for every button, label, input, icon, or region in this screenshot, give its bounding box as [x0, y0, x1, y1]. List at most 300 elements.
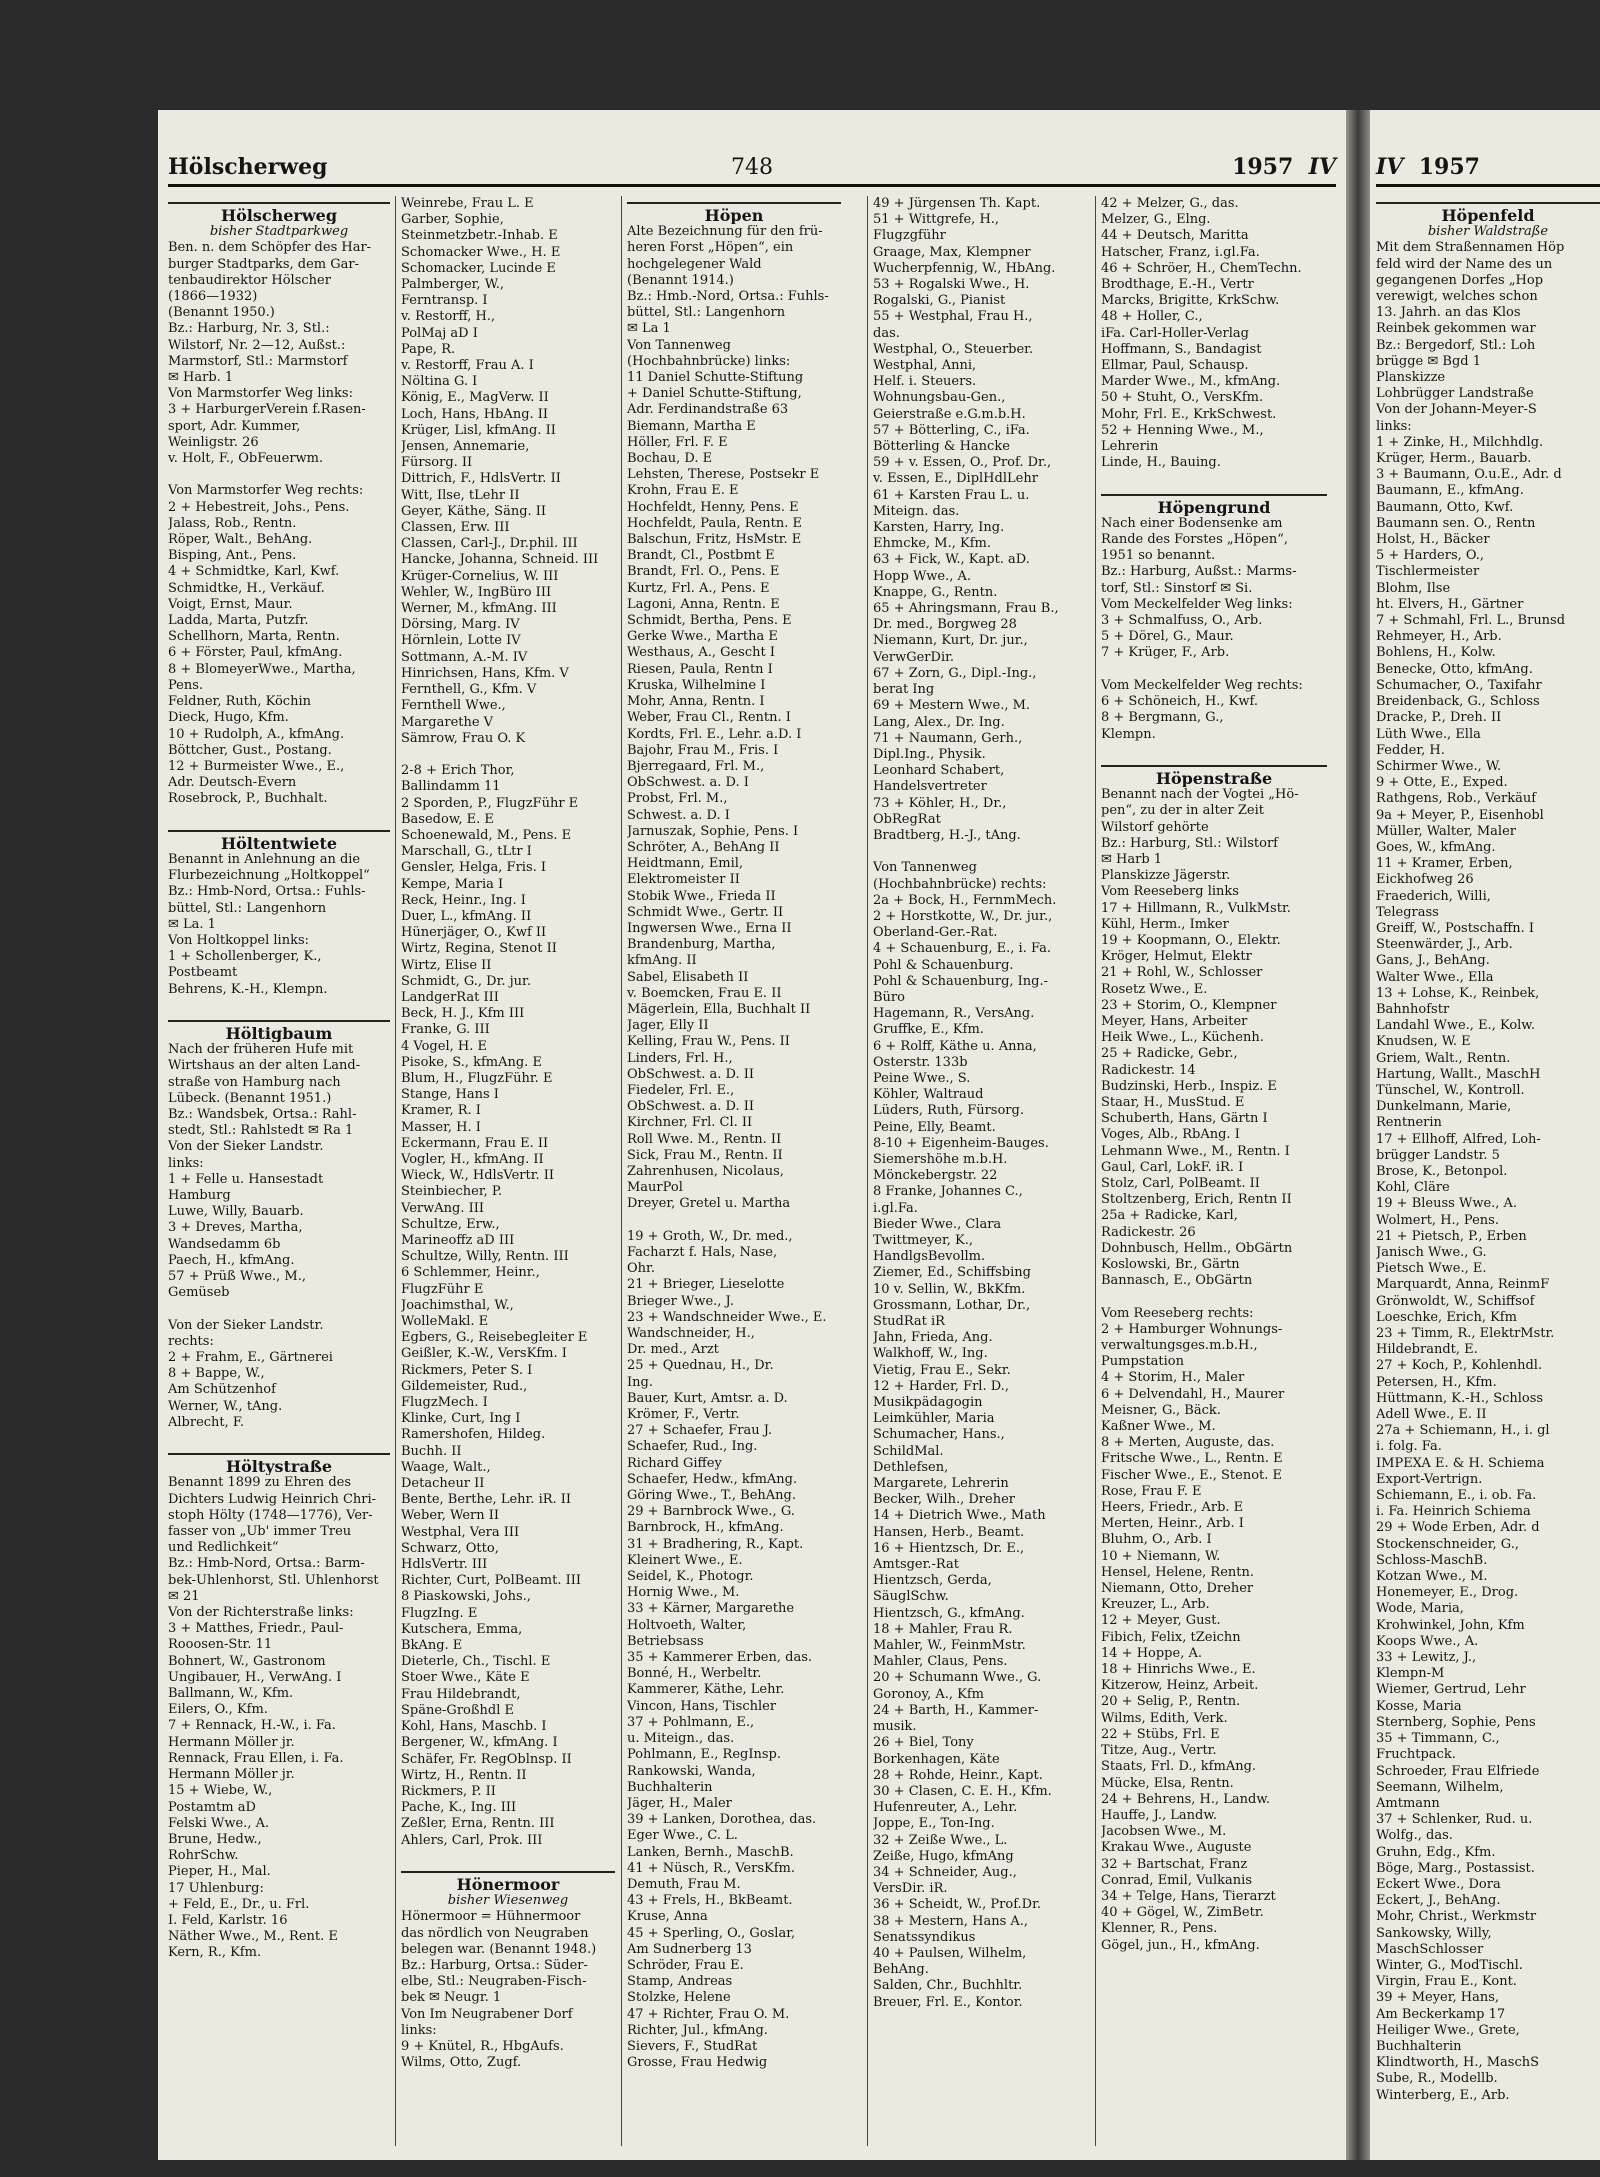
directory-line: Bz.: Hmb-Nord, Ortsa.: Barm-	[168, 1556, 365, 1572]
directory-line: belegen war. (Benannt 1948.)	[401, 1941, 597, 1957]
directory-line: (Benannt 1914.)	[627, 272, 734, 288]
directory-line: Feldner, Ruth, Köchin	[168, 694, 311, 710]
directory-line: Export-Vertrign.	[1376, 1471, 1483, 1487]
directory-line: ObSchwest. a. D. II	[627, 1099, 755, 1115]
directory-line: Oberland-Ger.-Rat.	[873, 925, 998, 941]
directory-line: 39 + Meyer, Hans,	[1376, 1990, 1500, 2006]
directory-line: Schröter, A., BehAng II	[627, 839, 780, 855]
directory-line: Sternberg, Sophie, Pens	[1376, 1714, 1536, 1730]
directory-line: SchildMal.	[873, 1443, 944, 1459]
directory-line: Wilstorf gehörte	[1101, 819, 1209, 835]
directory-line: Ahlers, Carl, Prok. III	[401, 1832, 543, 1848]
directory-line	[168, 467, 390, 483]
directory-line: 71 + Naumann, Gerh.,	[873, 730, 1023, 746]
directory-line: Köhler, Waltraud	[873, 1087, 984, 1103]
directory-line: Fedder, H.	[1376, 742, 1445, 758]
directory-line: 34 + Telge, Hans, Tierarzt	[1101, 1888, 1276, 1904]
directory-line: Krohn, Frau E. E	[627, 483, 739, 499]
column-3	[627, 196, 841, 2146]
directory-line: Alte Bezeichnung für den frü-	[627, 224, 823, 240]
directory-line: Lübeck. (Benannt 1951.)	[168, 1090, 332, 1106]
directory-line: Von Tannenweg	[873, 860, 977, 876]
directory-line: Pietsch Wwe., E.	[1376, 1261, 1487, 1277]
directory-line: Schmidt, Bertha, Pens. E	[627, 613, 792, 629]
directory-line: Budzinski, Herb., Inspiz. E	[1101, 1078, 1277, 1094]
directory-line: Garber, Sophie,	[401, 212, 504, 228]
directory-line: Conrad, Emil, Vulkanis	[1101, 1872, 1253, 1888]
directory-line: Wirtshaus an der alten Land-	[168, 1058, 361, 1074]
directory-line: Peine, Elly, Beamt.	[873, 1119, 996, 1135]
directory-line: 23 + Timm, R., ElektrMstr.	[1376, 1326, 1555, 1342]
directory-line: Hufenreuter, A., Lehr.	[873, 1800, 1018, 1816]
directory-line: ✉ Harb. 1	[168, 370, 234, 386]
directory-line: BkAng. E	[401, 1638, 463, 1654]
directory-line: Luwe, Willy, Bauarb.	[168, 1204, 304, 1220]
directory-line: FlugzFühr E	[401, 1281, 484, 1297]
directory-line: Fernthell, G., Kfm. V	[401, 682, 537, 698]
directory-line: 23 + Wandschneider Wwe., E.	[627, 1309, 827, 1325]
directory-line: Lüth Wwe., Ella	[1376, 726, 1481, 742]
directory-line: Holst, H., Bäcker	[1376, 532, 1490, 548]
directory-line: Schröder, Frau E.	[627, 1957, 744, 1973]
directory-line: Rennack, Frau Ellen, i. Fa.	[168, 1750, 344, 1766]
directory-line: 9 + Knütel, R., HbgAufs.	[401, 2038, 564, 2054]
directory-line: Witt, Ilse, tLehr II	[401, 487, 520, 503]
directory-line: Böge, Marg., Postassist.	[1376, 1860, 1535, 1876]
directory-line: 7 + Krüger, F., Arb.	[1101, 645, 1230, 661]
directory-line	[873, 844, 1091, 860]
directory-line: Hatscher, Franz, i.gl.Fa.	[1101, 244, 1260, 260]
directory-line: Kempe, Maria I	[401, 876, 504, 892]
directory-line: 50 + Stuht, O., VersKfm.	[1101, 390, 1264, 406]
directory-line: Schultze, Erw.,	[401, 1216, 500, 1232]
directory-line: Klempn.	[1101, 726, 1156, 742]
directory-line: Kaßner Wwe., M.	[1101, 1419, 1216, 1435]
directory-line: 28 + Rohde, Heinr., Kapt.	[873, 1767, 1043, 1783]
directory-line: Am Sudnerberg 13	[627, 1941, 752, 1957]
directory-line: BehAng.	[873, 1962, 929, 1978]
directory-line: 23 + Storim, O., Klempner	[1101, 997, 1277, 1013]
directory-line: Hoffmann, S., Bandagist	[1101, 341, 1262, 357]
directory-line: Brieger Wwe., J.	[627, 1293, 734, 1309]
directory-line: (Benannt 1950.)	[168, 305, 275, 321]
directory-line: Gensler, Helga, Fris. I	[401, 860, 547, 876]
directory-line: Schomacker, Lucinde E	[401, 260, 556, 276]
directory-line: Steenwärder, J., Arb.	[1376, 937, 1513, 953]
directory-line: Hönermoor = Hühnermoor	[401, 1909, 581, 1925]
directory-line: Classen, Carl-J., Dr.phil. III	[401, 536, 578, 552]
directory-line: Büro	[873, 989, 905, 1005]
directory-line: 40 + Paulsen, Wilhelm,	[873, 1945, 1027, 1961]
directory-line: Vietig, Frau E., Sekr.	[873, 1362, 1011, 1378]
directory-line: Stobik Wwe., Frieda II	[627, 888, 776, 904]
directory-line: Hünerjäger, O., Kwf II	[401, 925, 547, 941]
directory-line: Brune, Hedw.,	[168, 1831, 262, 1847]
directory-line: Ellmar, Paul, Schausp.	[1101, 358, 1249, 374]
directory-line: kfmAng. II	[627, 953, 697, 969]
directory-line: Kröger, Helmut, Elektr	[1101, 949, 1252, 965]
directory-line: Stockenschneider, G.,	[1376, 1536, 1519, 1552]
directory-line: 18 + Mahler, Frau R.	[873, 1621, 1013, 1637]
directory-line: das nördlich von Neugraben	[401, 1925, 589, 1941]
directory-line: Bluhm, O., Arb. I	[1101, 1532, 1212, 1548]
right-page-header: IV 1957	[1376, 154, 1600, 187]
former-name: bisher Wiesenweg	[447, 1893, 569, 1909]
directory-line: Marquardt, Anna, ReinmF	[1376, 1277, 1550, 1293]
directory-line: Pohl & Schauenburg.	[873, 957, 1014, 973]
directory-line: Radickestr. 26	[1101, 1224, 1196, 1240]
directory-line: + Feld, E., Dr., u. Frl.	[168, 1896, 310, 1912]
directory-line: stoph Hölty (1748—1776), Ver-	[168, 1507, 373, 1523]
directory-line: Riesen, Paula, Rentn I	[627, 661, 773, 677]
directory-line: Merten, Heinr., Arb. I	[1101, 1516, 1244, 1532]
directory-line: Schwarz, Otto,	[401, 1540, 499, 1556]
directory-line: SäuglSchw.	[873, 1589, 949, 1605]
directory-line: Dörsing, Marg. IV	[401, 617, 520, 633]
directory-line: Lagoni, Anna, Rentn. E	[627, 596, 780, 612]
directory-line: Lang, Alex., Dr. Ing.	[873, 714, 1005, 730]
directory-line: Koslowski, Br., Gärtn	[1101, 1257, 1240, 1272]
directory-line: 7 + Rennack, H.-W., i. Fa.	[168, 1718, 336, 1734]
directory-line: 34 + Schneider, Aug.,	[873, 1864, 1017, 1880]
directory-line: Wiemer, Gertrud, Lehr	[1376, 1682, 1526, 1698]
directory-line: 2 Sporden, P., FlugzFühr E	[401, 795, 579, 811]
directory-line: Hüttmann, K.-H., Schloss	[1376, 1390, 1544, 1406]
directory-line: ObSchwest. a. D. I	[627, 775, 749, 791]
directory-line: Koops Wwe., A.	[1376, 1633, 1479, 1649]
directory-line: Hientzsch, Gerda,	[873, 1573, 992, 1589]
street-heading: Höltystraße	[168, 1453, 390, 1475]
directory-line: Westphal, Anni,	[873, 358, 977, 374]
running-title: Hölscherweg	[168, 154, 328, 180]
directory-line: Marcks, Brigitte, KrkSchw.	[1101, 293, 1280, 309]
directory-line: Albrecht, F.	[168, 1414, 245, 1430]
directory-line: Kordts, Frl. E., Lehr. a.D. I	[627, 726, 802, 742]
directory-line: 17 Uhlenburg:	[168, 1880, 264, 1896]
directory-line: Greiff, W., Postschaffn. I	[1376, 920, 1534, 936]
directory-line: Bochau, D. E	[627, 451, 713, 467]
directory-line: 67 + Zorn, G., Dipl.-Ing.,	[873, 665, 1037, 681]
directory-line: 35 + Kammerer Erben, das.	[627, 1650, 812, 1666]
directory-line: Pieper, H., Mal.	[168, 1864, 271, 1880]
directory-line: 14 + Dietrich Wwe., Math	[873, 1508, 1046, 1524]
directory-line: Lohbrügger Landstraße	[1376, 386, 1534, 402]
directory-line: Ferntransp. I	[401, 293, 488, 309]
directory-line: Brodthage, E.-H., Vertr	[1101, 277, 1254, 293]
directory-line: Facharzt f. Hals, Nase,	[627, 1245, 778, 1260]
directory-line: Baumann, Otto, Kwf.	[1376, 499, 1514, 515]
directory-line: Bohlens, H., Kolw.	[1376, 645, 1496, 661]
directory-line: 55 + Westphal, Frau H.,	[873, 309, 1033, 325]
directory-line: Hörnlein, Lotte IV	[401, 633, 521, 649]
directory-line: 21 + Pietsch, P., Erben	[1376, 1228, 1527, 1244]
directory-line: I. Feld, Karlstr. 16	[168, 1912, 288, 1928]
directory-line: Lehrerin	[1101, 439, 1159, 455]
directory-line: Gruhn, Edg., Kfm.	[1376, 1844, 1496, 1860]
directory-line: Telegrass	[1376, 904, 1439, 920]
directory-line: 48 + Holler, C.,	[1101, 309, 1203, 325]
directory-line: Probst, Frl. M.,	[627, 791, 728, 807]
directory-line: 1 + Felle u. Hansestadt	[168, 1171, 324, 1187]
directory-line	[168, 998, 390, 1014]
directory-line: 51 + Wittgrefe, H.,	[873, 212, 1000, 228]
directory-line: Kreuzer, L., Arb.	[1101, 1597, 1210, 1613]
directory-line: Heers, Friedr., Arb. E	[1101, 1500, 1244, 1516]
directory-line: Ziemer, Ed., Schiffsbing	[873, 1265, 1031, 1281]
directory-line: Gans, J., BehAng.	[1376, 953, 1490, 969]
directory-line: 2-8 + Erich Thor,	[401, 763, 515, 779]
directory-line: Virgin, Frau E., Kont.	[1376, 1974, 1517, 1990]
directory-line: Von Holtkoppel links:	[168, 932, 310, 948]
directory-line: Marmstorf, Stl.: Marmstorf	[168, 353, 348, 369]
directory-line: ✉ La 1	[627, 321, 671, 337]
directory-line: Vogler, H., kfmAng. II	[401, 1151, 544, 1167]
directory-line	[627, 1213, 841, 1229]
directory-line: Dreyer, Gretel u. Martha	[627, 1196, 791, 1212]
directory-line: i. folg. Fa.	[1376, 1439, 1442, 1455]
directory-line: brügge ✉ Bgd 1	[1376, 353, 1482, 369]
directory-line: Dunkelmann, Marie,	[1376, 1099, 1512, 1115]
directory-line: 39 + Lanken, Dorothea, das.	[627, 1812, 817, 1828]
directory-line: Krohwinkel, John, Kfm	[1376, 1617, 1525, 1633]
directory-line: Dracke, P., Dreh. II	[1376, 710, 1502, 726]
left-page	[158, 110, 1346, 2160]
directory-line: Knudsen, W. E	[1376, 1034, 1471, 1050]
directory-line: Am Schützenhof	[168, 1382, 276, 1398]
directory-line: Masser, H. I	[401, 1119, 481, 1135]
directory-line: Rogalski, G., Pianist	[873, 293, 1006, 309]
directory-line: Schloss-MaschB.	[1376, 1552, 1488, 1568]
directory-line: Werner, M., kfmAng. III	[401, 601, 557, 617]
directory-line: Goronoy, A., Kfm	[873, 1686, 984, 1702]
directory-line: Twittmeyer, K.,	[873, 1233, 974, 1248]
directory-line: Geierstraße e.G.m.b.H.	[873, 406, 1026, 422]
directory-line: Leonhard Schabert,	[873, 763, 1005, 779]
directory-line: berat Ing	[873, 682, 935, 698]
directory-line: Dichters Ludwig Heinrich Chri-	[168, 1491, 377, 1507]
directory-line: rechts:	[168, 1333, 214, 1349]
directory-line: Kruska, Wilhelmine I	[627, 677, 766, 693]
directory-line: 35 + Timmann, C.,	[1376, 1731, 1500, 1747]
directory-line: + Daniel Schutte-Stiftung,	[627, 386, 802, 402]
directory-line: Richard Giffey	[627, 1455, 722, 1471]
directory-line: sport, Adr. Kummer,	[168, 418, 301, 434]
directory-line: v. Essen, E., DiplHdlLehr	[873, 471, 1038, 487]
directory-line: Schaefer, Hedw., kfmAng.	[627, 1471, 798, 1487]
directory-line: Rickmers, P. II	[401, 1783, 496, 1799]
directory-line: Vincon, Hans, Tischler	[627, 1698, 777, 1714]
directory-line: VersDir. iR.	[873, 1881, 948, 1897]
directory-line: Steinmetzbetr.-Inhab. E	[401, 228, 558, 244]
directory-line: 1 + Schollenberger, K.,	[168, 949, 322, 965]
directory-line: Niemann, Otto, Dreher	[1101, 1581, 1254, 1597]
directory-line: Von der Sieker Landstr.	[168, 1139, 324, 1155]
directory-line: 12 + Meyer, Gust.	[1101, 1613, 1221, 1629]
column-2	[401, 196, 615, 2146]
directory-line: Handelsvertreter	[873, 779, 987, 795]
directory-line: Musikpädagogin	[873, 1395, 983, 1411]
directory-line: verewigt, welches schon	[1376, 289, 1538, 305]
directory-line: Fischer Wwe., E., Stenot. E	[1101, 1467, 1283, 1483]
directory-line: Werner, W., tAng.	[168, 1398, 283, 1414]
directory-line: Wilms, Otto, Zugf.	[401, 2055, 522, 2071]
directory-line: Balschun, Fritz, HsMstr. E	[627, 532, 802, 548]
directory-line: Wirtz, Elise II	[401, 957, 492, 973]
directory-line: straße von Hamburg nach	[168, 1074, 341, 1090]
directory-line: Helf. i. Steuers.	[873, 374, 977, 390]
directory-line: Brose, K., Betonpol.	[1376, 1163, 1508, 1179]
directory-line: Gruffke, E., Kfm.	[873, 1022, 984, 1038]
directory-line	[168, 1301, 390, 1317]
directory-line: 24 + Behrens, H., Landw.	[1101, 1791, 1271, 1807]
directory-line: 6 + Delvendahl, H., Maurer	[1101, 1386, 1285, 1402]
street-heading: Höltentwiete	[168, 830, 390, 852]
directory-line: 12 + Burmeister Wwe., E.,	[168, 758, 345, 774]
right-column	[1376, 196, 1600, 2146]
directory-line: MaurPol	[627, 1180, 683, 1196]
directory-line: Hansen, Herb., Beamt.	[873, 1524, 1025, 1540]
directory-line: Kirchner, Frl. Cl. II	[627, 1115, 753, 1131]
directory-line: Joppe, E., Ton-Ing.	[873, 1816, 995, 1832]
page-header	[168, 154, 1336, 187]
street-heading: Höpengrund	[1101, 494, 1327, 516]
directory-line: Krüger, Herm., Bauarb.	[1376, 451, 1532, 467]
directory-line: Dieterle, Ch., Tischl. E	[401, 1654, 551, 1670]
directory-line: Gaul, Carl, LokF. iR. I	[1101, 1159, 1244, 1175]
directory-line: Kelling, Frau W., Pens. II	[627, 1034, 790, 1050]
directory-line: Bieder Wwe., Clara	[873, 1216, 1002, 1232]
directory-line: Janisch Wwe., G.	[1376, 1245, 1487, 1260]
directory-line: Ramershofen, Hildeg.	[401, 1427, 546, 1443]
directory-line: Wieck, W., HdlsVertr. II	[401, 1168, 555, 1184]
directory-line: Rathgens, Rob., Verkäuf	[1376, 791, 1537, 807]
directory-line: 1951 so benannt.	[1101, 548, 1216, 564]
directory-line: 21 + Brieger, Lieselotte	[627, 1277, 785, 1293]
directory-line: Hensel, Helene, Rentn.	[1101, 1564, 1254, 1580]
directory-line: Bz.: Harburg, Ortsa.: Süder-	[401, 1957, 588, 1973]
directory-line: Gemüseb	[168, 1285, 230, 1301]
directory-line: 32 + Bartschat, Franz	[1101, 1856, 1248, 1872]
directory-line: Benecke, Otto, kfmAng.	[1376, 661, 1533, 677]
directory-line: 6 Schlemmer, Heinr.,	[401, 1265, 540, 1281]
directory-line: Walter Wwe., Ella	[1376, 969, 1494, 985]
directory-line: Barnbrock, H., kfmAng.	[627, 1520, 784, 1536]
directory-line: Vom Reeseberg links	[1101, 884, 1239, 900]
directory-line: 14 + Hoppe, A.	[1101, 1645, 1202, 1661]
directory-line: Joachimsthal, W.,	[401, 1297, 514, 1313]
directory-line: Jahn, Frieda, Ang.	[873, 1330, 993, 1346]
directory-line: Jacobsen Wwe., M.	[1101, 1824, 1227, 1840]
directory-line: Vom Meckelfelder Weg rechts:	[1101, 677, 1303, 693]
directory-line: 19 + Bleuss Wwe., A.	[1376, 1196, 1518, 1212]
directory-line: Hochfeldt, Paula, Rentn. E	[627, 515, 802, 531]
directory-line: Benannt nach der Vogtei „Hö-	[1101, 787, 1299, 803]
directory-line: Späne-Großhdl E	[401, 1702, 515, 1718]
directory-line: 8-10 + Eigenheim-Bauges.	[873, 1135, 1049, 1151]
directory-line: Buchhalterin	[627, 1779, 713, 1795]
directory-line: Kleinert Wwe., E.	[627, 1552, 743, 1568]
directory-line: 18 + Hinrichs Wwe., E.	[1101, 1662, 1256, 1678]
directory-line: gegangenen Dorfes „Hop	[1376, 272, 1544, 288]
directory-line: Sottmann, A.-M. IV	[401, 649, 528, 665]
directory-line: 2 + Hamburger Wohnungs-	[1101, 1321, 1283, 1337]
directory-line: Elektromeister II	[627, 872, 740, 888]
directory-line: Voges, Alb., RbAng. I	[1101, 1127, 1240, 1143]
directory-line: Gildemeister, Rud.,	[401, 1378, 528, 1394]
directory-line: Lanken, Bernh., MaschB.	[627, 1844, 794, 1860]
directory-line: Stange, Hans I	[401, 1087, 499, 1103]
directory-line: Ohr.	[627, 1261, 655, 1277]
directory-line: 22 + Stübs, Frl. E	[1101, 1726, 1220, 1742]
directory-line: Bz.: Wandsbek, Ortsa.: Rahl-	[168, 1106, 357, 1122]
directory-line: Rande des Forstes „Höpen“,	[1101, 532, 1288, 548]
directory-line: 9a + Meyer, P., Eisenhobl	[1376, 807, 1544, 823]
directory-line: Fruchtpack.	[1376, 1747, 1456, 1763]
directory-line: Von Im Neugrabener Dorf	[401, 2006, 573, 2022]
directory-line: 63 + Fick, W., Kapt. aD.	[873, 552, 1030, 568]
directory-line: Krömer, F., Vertr.	[627, 1407, 740, 1423]
directory-line: Amtsger.-Rat	[873, 1557, 959, 1573]
directory-line: Classen, Erw. III	[401, 520, 510, 536]
directory-line: Heidtmann, Emil,	[627, 856, 744, 872]
directory-line: Hopp Wwe., A.	[873, 568, 972, 584]
directory-line: iFa. Carl-Holler-Verlag	[1101, 325, 1249, 341]
directory-line: Sievers, F., StudRat	[627, 2038, 758, 2054]
directory-line: Dieck, Hugo, Kfm.	[168, 710, 289, 726]
directory-line: Hermann Möller jr.	[168, 1767, 295, 1783]
directory-line: LandgerRat III	[401, 989, 499, 1005]
directory-line: Duer, L., kfmAng. II	[401, 908, 532, 924]
directory-line: Basedow, E. E	[401, 811, 494, 827]
directory-line: Mägerlein, Ella, Buchhalt II	[627, 1001, 811, 1017]
directory-line: Fiedeler, Frl. E.,	[627, 1082, 735, 1098]
directory-line: FlugzMech. I	[401, 1395, 488, 1411]
directory-line: Postbeamt	[168, 965, 238, 981]
directory-line: Böttcher, Gust., Postang.	[168, 742, 332, 758]
directory-line: Lüders, Ruth, Fürsorg.	[873, 1103, 1024, 1119]
directory-line: Landahl Wwe., E., Kolw.	[1376, 1018, 1536, 1034]
directory-line: 10 + Niemann, W.	[1101, 1548, 1221, 1564]
directory-line: Gögel, jun., H., kfmAng.	[1101, 1937, 1260, 1953]
directory-line: 19 + Koopmann, O., Elektr.	[1101, 932, 1281, 948]
directory-line: 8 + Merten, Auguste, das.	[1101, 1435, 1275, 1451]
directory-line: Schwest. a. D. I	[627, 807, 730, 823]
directory-line: Weber, Frau Cl., Rentn. I	[627, 710, 791, 726]
directory-line: Fritsche Wwe., L., Rentn. E	[1101, 1451, 1283, 1467]
directory-line: Leimkühler, Maria	[873, 1411, 995, 1427]
directory-line: 40 + Gögel, W., ZimBetr.	[1101, 1905, 1264, 1921]
directory-line: RohrSchw.	[168, 1848, 239, 1864]
directory-line: Krüger-Cornelius, W. III	[401, 568, 559, 584]
directory-line: Mücke, Elsa, Rentn.	[1101, 1775, 1234, 1791]
directory-line: 37 + Schlenker, Rud. u.	[1376, 1812, 1533, 1828]
directory-line: Am Beckerkamp 17	[1376, 2006, 1506, 2022]
directory-line: Dr. med., Arzt	[627, 1342, 719, 1358]
directory-line: Jalass, Rob., Rentn.	[168, 515, 297, 531]
directory-line: Wohnungsbau-Gen.,	[873, 390, 1006, 406]
directory-line: bek ✉ Neugr. 1	[401, 1990, 502, 2006]
column-4	[873, 196, 1091, 2146]
directory-line: 10 v. Sellin, W., BkKfm.	[873, 1281, 1026, 1297]
directory-line: Flurbezeichnung „Holtkoppel“	[168, 868, 370, 884]
directory-line: ObRegRat	[873, 811, 941, 827]
directory-line: Göring Wwe., T., BehAng.	[627, 1488, 796, 1504]
directory-line: hochgelegener Wald	[627, 256, 762, 272]
directory-line: Mönckebergstr. 22	[873, 1168, 998, 1184]
column-divider	[621, 196, 622, 2146]
directory-line: Bahnhofstr	[1376, 1001, 1450, 1017]
directory-line: Winterberg, E., Arb.	[1376, 2087, 1510, 2103]
